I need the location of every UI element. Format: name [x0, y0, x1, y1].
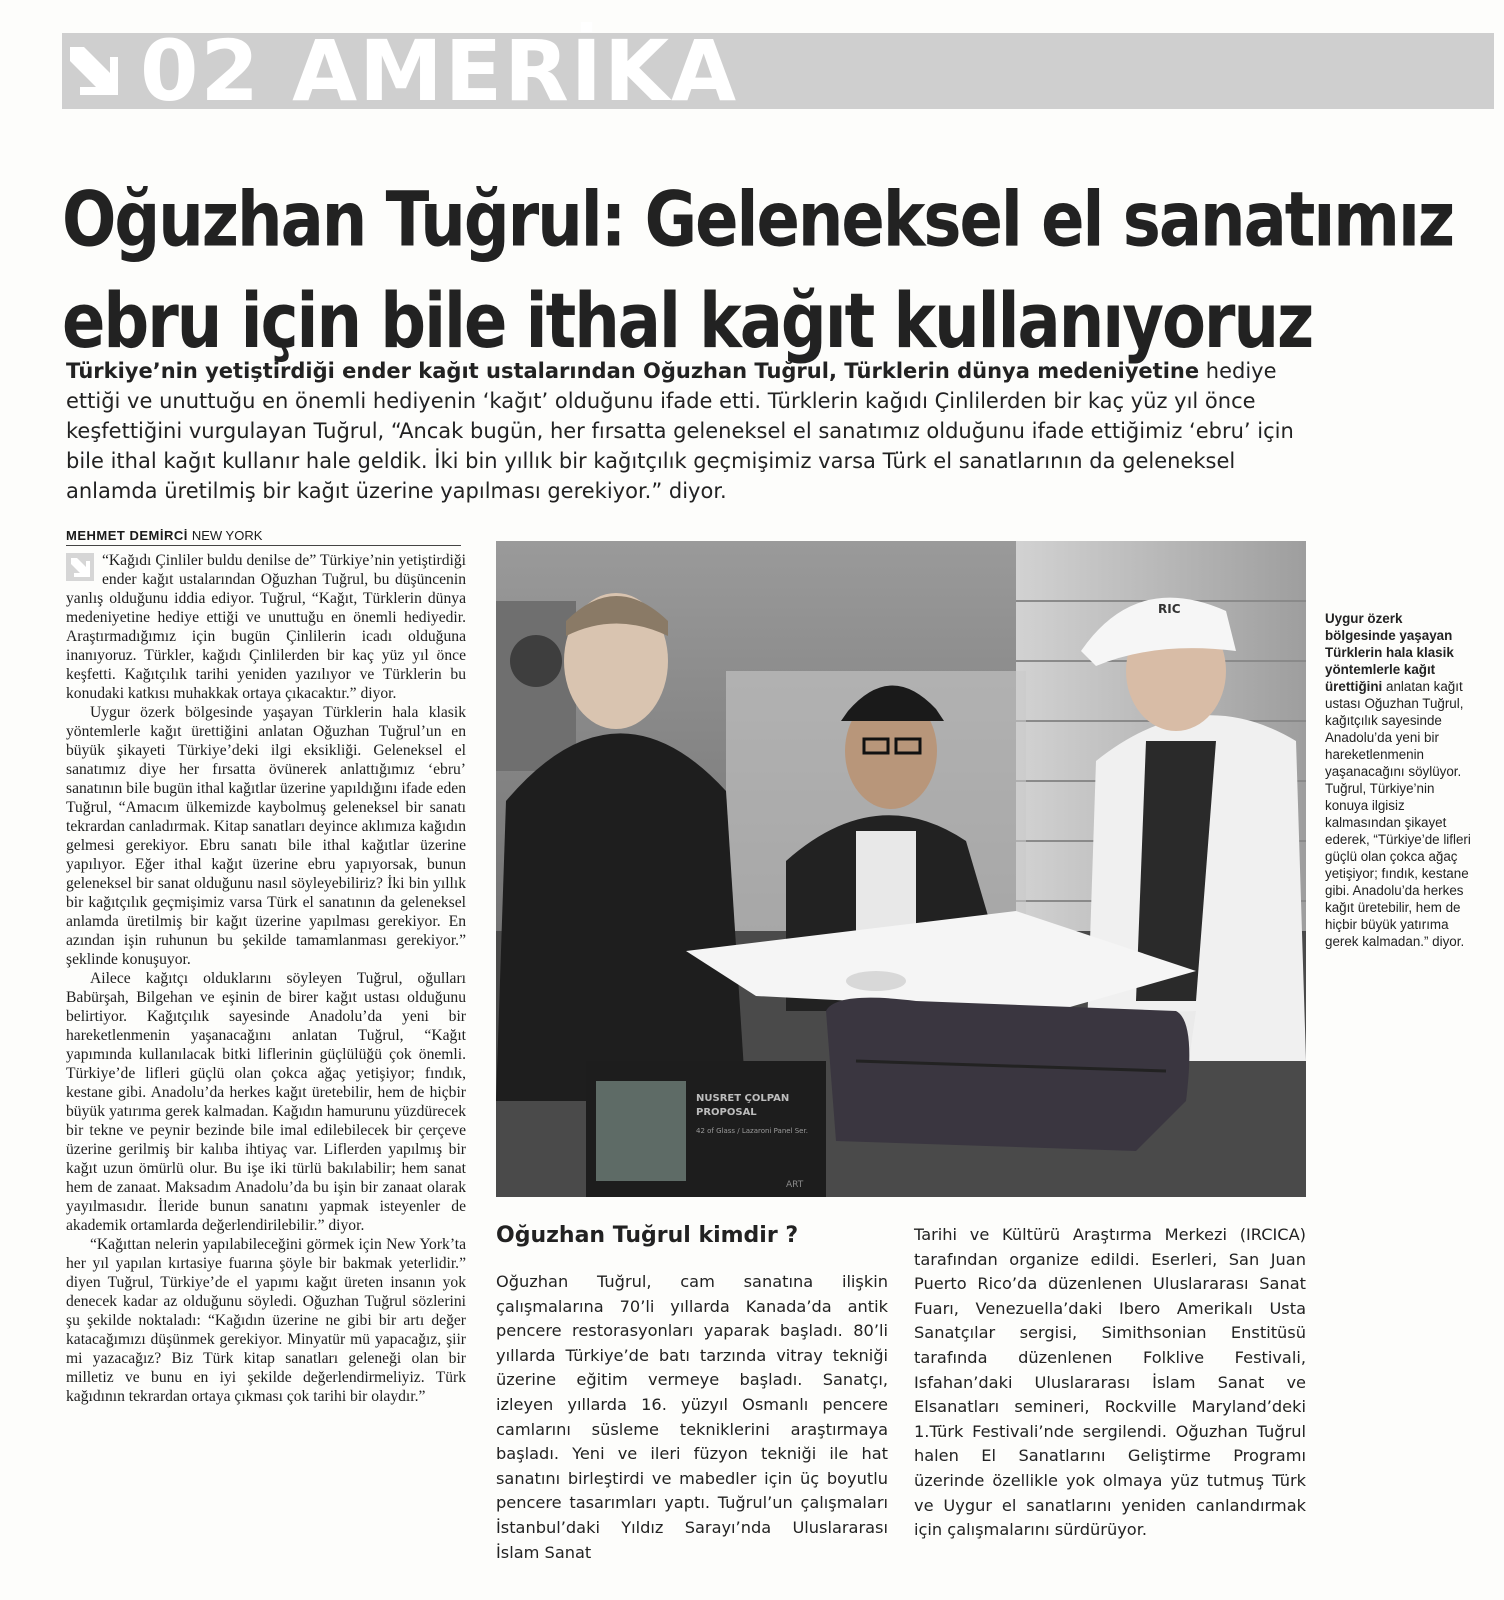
caption-text: anlatan kağıt ustası Oğuzhan Tuğrul, kağıtçılık sayesinde Anadolu’da yeni bir hareketlenmenin yaşanacağını söylüyor. Tuğrul, Türkiye’nin konuya ilgisiz kalmasından şikayet ederek, “Türkiye’de lifleri güçlü olan çokca ağaç yetişiyor; fındık, kestane gibi. Anadolu’da herkes kağıt üretebilir, hem de hiçbir büyük yatırıma gerek kalmadan.” diyor. — [1325, 679, 1471, 949]
book-line-2: PROPOSAL — [696, 1107, 757, 1118]
book-corner: ART — [786, 1180, 804, 1190]
cap-text: RIC — [1158, 602, 1181, 616]
section-arrow-icon — [62, 39, 124, 101]
headline-line-1: Oğuzhan Tuğrul: Geleneksel el sanatımız — [62, 177, 1454, 265]
section-banner — [62, 22, 1494, 120]
byline-author: MEHMET DEMİRCİ — [66, 528, 188, 543]
lead-text: hediye ettiği ve unuttuğu en önemli hediyenin ‘kağıt’ olduğunu ifade etti. Türklerin kağıdı Çinlilerden bir kaç yüz yıl önce keşfettiğini vurgulayan Tuğrul, “Ancak bugün, her fırsatta geleneksel el sanatımız olduğunu ifade ettiğimiz ‘ebru’ için bile ithal kağıt kullanır hale geldik. İki bin yıllık bir kağıtçılık geçmişimiz varsa Türk el sanatlarının da geleneksel anlamda üretilmiş bir kağıt üzerine yapılması gerekiyor.” diyor. — [66, 359, 1294, 503]
book-subtitle: 42 of Glass / Lazaroni Panel Ser. — [696, 1127, 808, 1135]
article-photo — [496, 541, 1306, 1197]
body-paragraph-1-text: “Kağıdı Çinliler buldu denilse de” Türkiye’nin yetiştirdiği ender kağıt ustalarından Oğuzhan Tuğrul, bu düşüncenin yanlış olduğunu iddia ediyor. Tuğrul, “Kağıt, Türklerin dünya medeniyetine hediye ettiği ve unuttuğu en önemli hediyedir. Araştırmadığımız için bugün Çinlilerin icadı olduğuna inanıyoruz. Türkler, kağıdı Çinlilerden bir kaç yüz yıl önce keşfetti. Kağıtçılık tarihi yeniden yazılıyor ve Türklerin bu konudaki katkısı muhakkak ortaya çıkacaktır.” diyor. — [66, 552, 466, 702]
body-paragraph-2: Uygur özerk bölgesinde yaşayan Türklerin hala klasik yöntemlerle kağıt ürettiğini anlatan Oğuzhan Tuğrul’un en büyük şikayeti Türkiye’deki ilgi eksikliği. Geleneksel el sanatımız diye her fırsatta övünerek anlattığımız ‘ebru’ sanatının bile bugün ithal kağıtlar üzerine yapıldığını ifade eden Tuğrul, “Amacım ülkemizde kaybolmuş geleneksel bir sanatı tekrardan canladırmak. Kitap sanatları deyince aklımıza kağıdın gelmesi gerekiyor. Ebru sanatı bile ithal kağıtlar üzerine yapılıyor. Eğer ithal kağıt üzerine ebru yapıyorsak, bunun geleneksel bir sanat olduğunu nasıl söyleyebiliriz? İki bin yıllık bir kağıtçılık geçmişimiz varsa Türk el sanatının da geleneksel anlamda üretilmiş bir kağıt üzerine yapılması gerekiyor. En azından işin ruhunun bu şekilde tamamlanması gerekiyor.” şeklinde konuşuyor. — [66, 704, 466, 968]
box-column-1: Oğuzhan Tuğrul, cam sanatına ilişkin çalışmalarına 70’li yıllarda Kanada’da antik pencere restorasyonları yaparak başladı. 80’li yıllarda Türkiye’de batı tarzında vitray tekniği üzerine eğitim vermeye başladı. Sanatçı, izleyen yıllarda 16. yüzyıl Osmanlı pencere camlarını süsleme tekniklerini araştırmaya başladı. Yeni ve ileri füzyon tekniği ile hat sanatını birleştirdi ve mabedler için üç boyutlu pencere tasarımları yaptı. Tuğrul’un çalışmaları İstanbul’daki Yıldız Sarayı’nda Uluslararası İslam Sanat — [496, 1272, 888, 1562]
section-label: 02 AMERİKA — [140, 22, 739, 120]
paragraph-arrow-icon — [66, 553, 94, 581]
headline-line-2: ebru için bile ithal kağıt kullanıyoruz — [62, 278, 1313, 366]
headline — [62, 170, 1454, 373]
suitcase — [826, 998, 1189, 1151]
lead-paragraph — [66, 356, 1306, 506]
book-line-1: NUSRET ÇOLPAN — [696, 1093, 790, 1104]
box-column-2: Tarihi ve Kültürü Araştırma Merkezi (IRCICA) tarafından organize edildi. Eserleri, San Juan Puerto Rico’da düzenlenen Uluslararası Sanat Fuarı, Venezuella’daki Ibero Amerikalı Usta Sanatçılar sergisi, Simithsonian Enstitüsü tarafında düzenlenen Folklive Festivali, Isfahan’daki Uluslararası İslam Sanat ve Elsanatları semineri, Rockville Maryland’deki 1.Türk Festivali’nde sergilendi. Oğuzhan Tuğrul halen El Sanatlarını Geliştirme Programı üzerinde özellikle yok olmaya yüz tutmuş Türk ve Uygur el sanatlarını yeniden canlandırmak için çalışmalarını sürdürüyor. — [914, 1225, 1306, 1540]
byline — [66, 528, 461, 546]
caption-bold: Uygur özerk bölgesinde yaşayan Türklerin hala klasik yöntemlerle kağıt ürettiğini — [1325, 611, 1454, 694]
photo-caption — [1325, 610, 1475, 950]
book — [586, 1061, 826, 1197]
photo-illustration — [496, 541, 1306, 1197]
body-paragraph-1 — [66, 551, 466, 703]
body-paragraph-4: “Kağıttan nelerin yapılabileceğini görmek için New York’ta her yıl yapılan kırtasiye fuarına şöyle bir bakmak yeterlidir.” diyen Tuğrul, Türkiye’de el yapımı kağıt üreten insanın yok denecek kadar az olduğunu söyledi. Oğuzhan Tuğrul sözlerini şu şekilde noktaladı: “Kağıdın üzerine ne gibi bir artı değer katacağımızı düşünmek gerekiyor. Minyatür mü yapacağız, şiir mi yazacağız? Biz Türk kitap sanatları geleneği olan bir milletiz ve bunu en iyi şekilde değerlendirmeliyiz. Türk kağıdının tekrardan ortaya çıkması çok tarihi bir olaydır.” — [66, 1236, 466, 1405]
article-body — [66, 551, 466, 1406]
byline-place: NEW YORK — [191, 528, 263, 543]
box-title: Oğuzhan Tuğrul kimdir ? — [496, 1223, 799, 1248]
body-paragraph-3: Ailece kağıtçı olduklarını söyleyen Tuğrul, oğulları Babürşah, Bilgehan ve eşinin de birer kağıt ustası olduğunu belirtiyor. Kağıtçılık sayesinde Anadolu’da yeni bir hareketlenmenin yaşanacağını anlatan Tuğrul, “Kağıt yapımında kullanılacak bitki liflerinin güçlülüğü çok önemli. Türkiye’de lifleri güçlü olan çokca ağaç yetişiyor; fındık, kestane gibi. Anadolu’da herkes kağıt üretebilir, hem de hiçbir büyük yatırıma gerek kalmadan. Kağıdın hamurunu yüzdürecek bir tekne ve peynir bezinde bile imal edilebilecek bir çerçeve üzerine gerilmiş bir kalıba ihtiyaç var. Liflerden yapılmış bir kağıt uzun ömürlü olur. Bu işe iki türlü bakılabilir; hem sanat hem de zanaat. Maksadım Anadolu’da bu işin bir zanaat olarak yayılmasıdır. İleride bunun sanatını yapmak isteyenler de akademik ortamlarda değerlendirilebilir.” diyor. — [66, 970, 466, 1234]
lead-bold: Türkiye’nin yetiştirdiği ender kağıt ustalarından Oğuzhan Tuğrul, Türklerin dünya medeniyetine — [66, 359, 1200, 383]
